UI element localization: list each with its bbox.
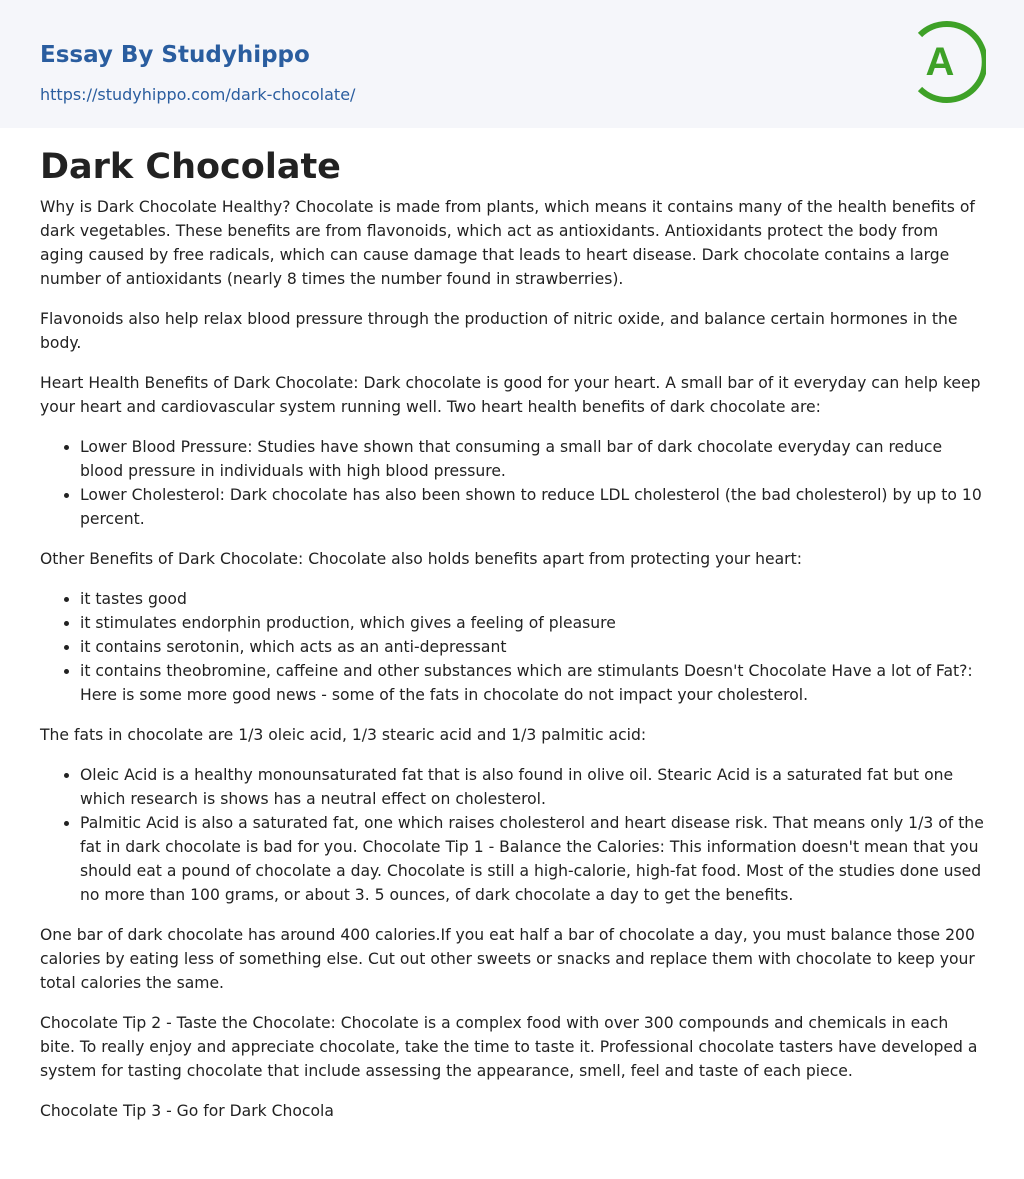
list-item: • Lower Blood Pressure: Studies have shown that consuming a small bar of dark chocolate everyday can reduce blood pressure in individuals with high blood pressure. <box>80 435 984 483</box>
list-item: • Oleic Acid is a healthy monounsaturated fat that is also found in olive oil. Stearic Acid is a saturated fat but one which research is shows has a neutral effect on cholesterol. <box>80 763 984 811</box>
paragraph-2: Flavonoids also help relax blood pressure through the production of nitric oxide, and balance certain hormones in the body. <box>40 310 958 352</box>
article-body <box>0 128 1024 1123</box>
list-item: • it contains serotonin, which acts as an anti-depressant <box>80 635 984 659</box>
brand-title: Essay By Studyhippo <box>40 42 310 68</box>
list-item: • it tastes good <box>80 587 984 611</box>
article-title: Dark Chocolate <box>40 147 341 187</box>
paragraph-6: One bar of dark chocolate has around 400 calories.If you eat half a bar of chocolate a day, you must balance those 200 calories by eating less of something else. Cut out other sweets or snacks and replace them with chocolate to keep your total calories the same. <box>40 926 975 992</box>
paragraph-5: The fats in chocolate are 1/3 oleic acid, 1/3 stearic acid and 1/3 palmitic acid: <box>40 726 647 744</box>
fats-list <box>40 763 984 907</box>
list-item: • Lower Cholesterol: Dark chocolate has also been shown to reduce LDL cholesterol (the bad cholesterol) by up to 10 percent. <box>80 483 984 531</box>
heart-benefits-list <box>40 435 984 531</box>
list-item: • it contains theobromine, caffeine and other substances which are stimulants Doesn't Chocolate Have a lot of Fat?: Here is some more good news - some of the fats in chocolate do not impact your cholesterol. <box>80 659 984 707</box>
other-benefits-list <box>40 587 984 707</box>
paragraph-1: Why is Dark Chocolate Healthy? Chocolate is made from plants, which means it contains many of the health benefits of dark vegetables. These benefits are from flavonoids, which act as antioxidants. Antioxidants protect the body from aging caused by free radicals, which can cause damage that leads to heart disease. Dark chocolate contains a large number of antioxidants (nearly 8 times the number found in strawberries). <box>40 198 975 288</box>
page-header <box>0 0 1024 128</box>
paragraph-7: Chocolate Tip 2 - Taste the Chocolate: Chocolate is a complex food with over 300 compounds and chemicals in each bite. To really enjoy and appreciate chocolate, take the time to taste it. Professional chocolate tasters have developed a system for tasting chocolate that include assessing the appearance, smell, feel and taste of each piece. <box>40 1014 978 1080</box>
paragraph-3: Heart Health Benefits of Dark Chocolate: Dark chocolate is good for your heart. A small bar of it everyday can help keep your heart and cardiovascular system running well. Two heart health benefits of dark chocolate are: <box>40 374 981 416</box>
list-item: • it stimulates endorphin production, which gives a feeling of pleasure <box>80 611 984 635</box>
paragraph-4: Other Benefits of Dark Chocolate: Chocolate also holds benefits apart from protecting your heart: <box>40 550 802 568</box>
studyhippo-logo-icon <box>912 19 986 105</box>
logo-letter: A <box>925 40 955 84</box>
source-url-link[interactable]: https://studyhippo.com/dark-chocolate/ <box>40 85 356 104</box>
paragraph-8: Chocolate Tip 3 - Go for Dark Chocola <box>40 1102 334 1120</box>
list-item: • Palmitic Acid is also a saturated fat, one which raises cholesterol and heart disease risk. That means only 1/3 of the fat in dark chocolate is bad for you. Chocolate Tip 1 - Balance the Calories: This information doesn't mean that you should eat a pound of chocolate a day. Chocolate is still a high-calorie, high-fat food. Most of the studies done used no more than 100 grams, or about 3. 5 ounces, of dark chocolate a day to get the benefits. <box>80 811 984 907</box>
